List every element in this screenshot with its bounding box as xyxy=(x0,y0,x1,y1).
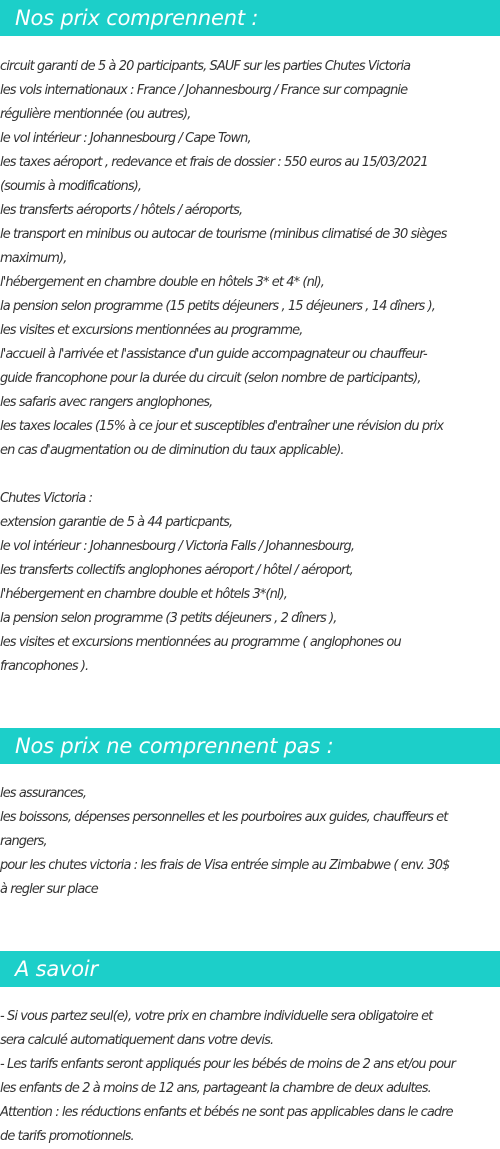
to-know-list xyxy=(0,1005,500,1149)
to-know-title: A savoir xyxy=(15,957,98,981)
excluded-line: à regler sur place xyxy=(0,882,98,897)
included-line: la pension selon programme (15 petits déjeuners , 15 déjeuners , 14 dîners ), xyxy=(0,299,435,314)
victoria-line: francophones ). xyxy=(0,659,89,674)
excluded-line: les assurances, xyxy=(0,786,87,801)
included-line: circuit garanti de 5 à 20 participants, SAUF sur les parties Chutes Victoria xyxy=(0,59,411,74)
included-line: les taxes locales (15% à ce jour et susceptibles d'entraîner une révision du prix xyxy=(0,419,444,434)
to-know-line: de tarifs promotionnels. xyxy=(0,1129,134,1144)
included-line: les safaris avec rangers anglophones, xyxy=(0,395,213,410)
included-line: les transferts aéroports / hôtels / aéroports, xyxy=(0,203,243,218)
excluded-list xyxy=(0,782,500,902)
included-line: régulière mentionnée (ou autres), xyxy=(0,107,191,122)
included-line: les taxes aéroport , redevance et frais de dossier : 550 euros au 15/03/2021 xyxy=(0,155,428,170)
included-header xyxy=(0,0,500,36)
included-line: l'hébergement en chambre double en hôtels 3* et 4* (nl), xyxy=(0,275,324,290)
victoria-line: extension garantie de 5 à 44 particpants, xyxy=(0,515,233,530)
included-line: le vol intérieur : Johannesbourg / Cape Town, xyxy=(0,131,251,146)
included-line: l'accueil à l'arrivée et l'assistance d'un guide accompagnateur ou chauffeur- xyxy=(0,347,427,362)
included-line: le transport en minibus ou autocar de tourisme (minibus climatisé de 30 sièges xyxy=(0,227,447,242)
excluded-title: Nos prix ne comprennent pas : xyxy=(15,734,334,758)
included-line: guide francophone pour la durée du circuit (selon nombre de participants), xyxy=(0,371,421,386)
victoria-line: la pension selon programme (3 petits déjeuners , 2 dîners ), xyxy=(0,611,337,626)
to-know-line: - Si vous partez seul(e), votre prix en chambre individuelle sera obligatoire et xyxy=(0,1009,433,1024)
included-line: les vols internationaux : France / Johannesbourg / France sur compagnie xyxy=(0,83,408,98)
to-know-line: Attention : les réductions enfants et bébés ne sont pas applicables dans le cadre xyxy=(0,1105,453,1120)
to-know-header xyxy=(0,951,500,987)
victoria-line: le vol intérieur : Johannesbourg / Victoria Falls / Johannesbourg, xyxy=(0,539,355,554)
victoria-line: l'hébergement en chambre double et hôtels 3*(nl), xyxy=(0,587,287,602)
included-title: Nos prix comprennent : xyxy=(15,6,259,30)
to-know-line: sera calculé automatiquement dans votre devis. xyxy=(0,1033,274,1048)
victoria-line: les transferts collectifs anglophones aéroport / hôtel / aéroport, xyxy=(0,563,353,578)
to-know-line: les enfants de 2 à moins de 12 ans, partageant la chambre de deux adultes. xyxy=(0,1081,431,1096)
excluded-header xyxy=(0,728,500,764)
included-list xyxy=(0,55,500,679)
spacer xyxy=(0,463,500,487)
included-line: en cas d'augmentation ou de diminution du taux applicable). xyxy=(0,443,344,458)
included-line: (soumis à modifications), xyxy=(0,179,142,194)
victoria-heading: Chutes Victoria : xyxy=(0,491,93,506)
excluded-line: les boissons, dépenses personnelles et les pourboires aux guides, chauffeurs et xyxy=(0,810,448,825)
included-line: les visites et excursions mentionnées au programme, xyxy=(0,323,303,338)
included-line: maximum), xyxy=(0,251,67,266)
to-know-line: - Les tarifs enfants seront appliqués pour les bébés de moins de 2 ans et/ou pour xyxy=(0,1057,456,1072)
excluded-line: pour les chutes victoria : les frais de Visa entrée simple au Zimbabwe ( env. 30$ xyxy=(0,858,450,873)
excluded-line: rangers, xyxy=(0,834,47,849)
victoria-line: les visites et excursions mentionnées au programme ( anglophones ou xyxy=(0,635,401,650)
